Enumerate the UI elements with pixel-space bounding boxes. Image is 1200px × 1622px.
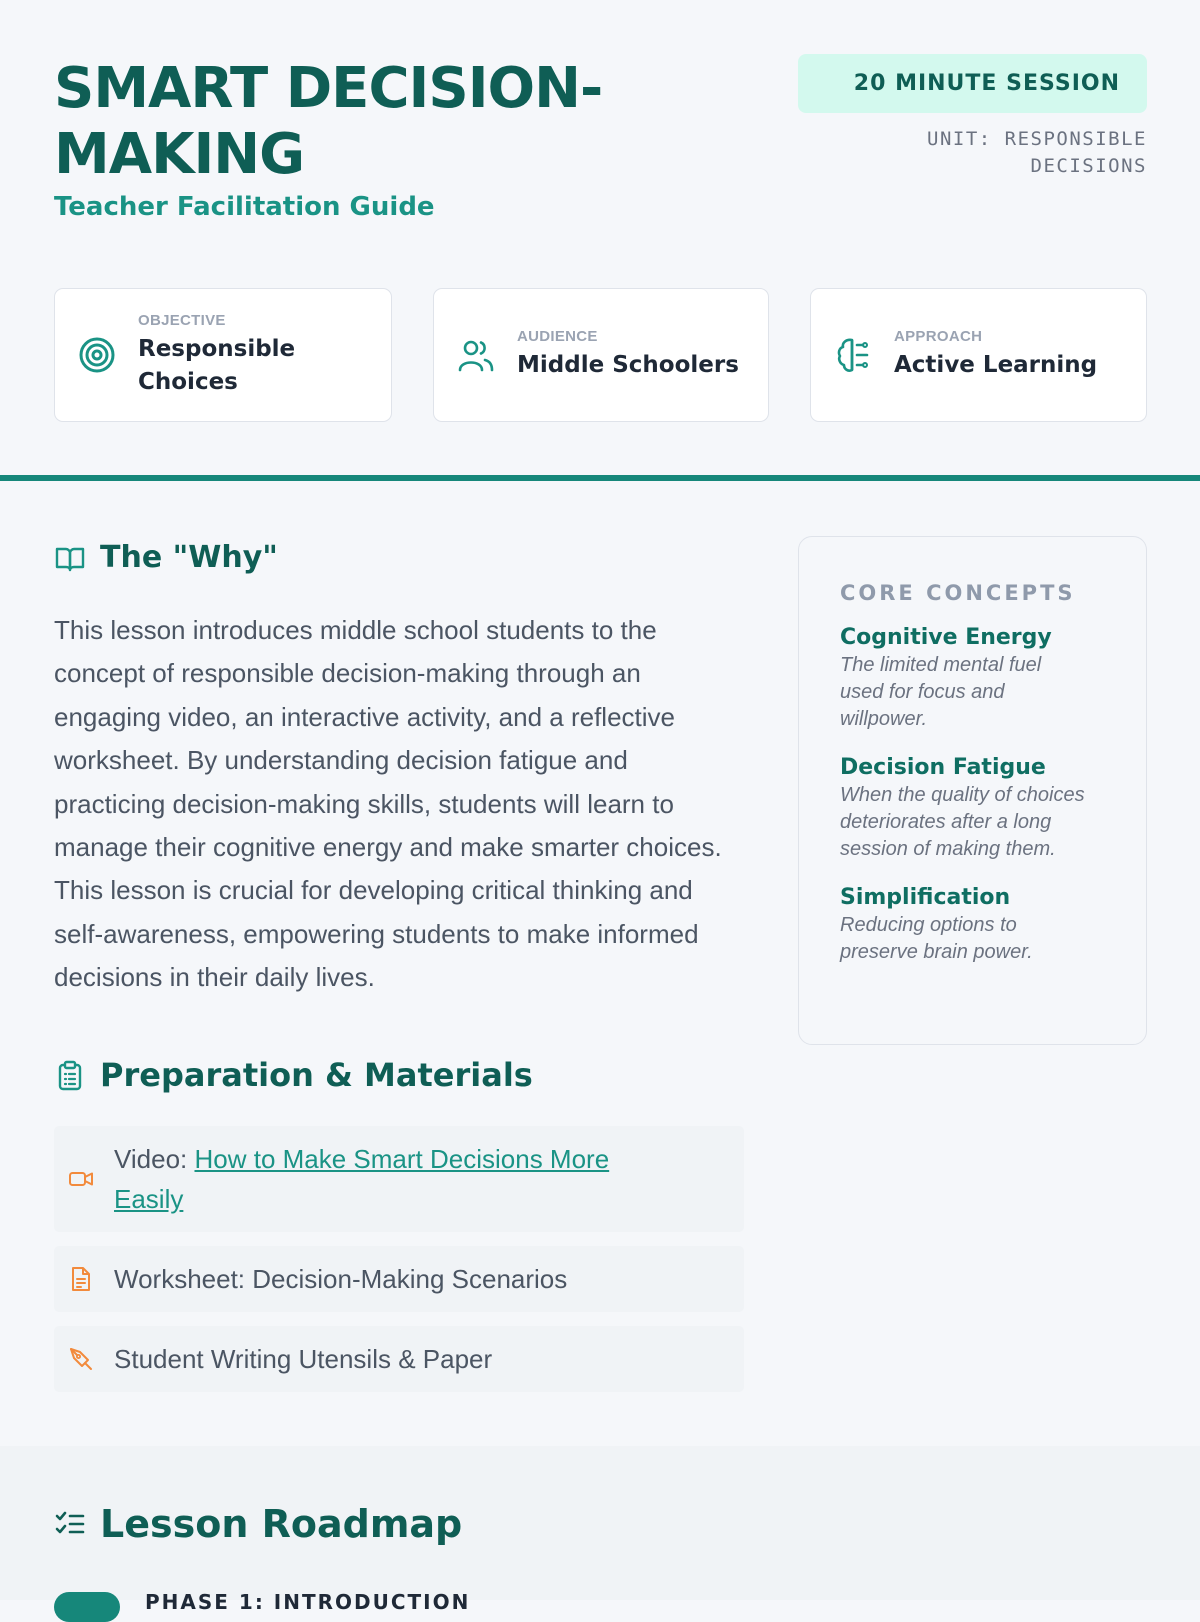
video-link[interactable]: How to Make Smart Decisions More Easily xyxy=(114,1144,610,1214)
concept-description: When the quality of choices deteriorates after a long session of making them. xyxy=(840,784,1085,860)
materials-heading-text: Preparation & Materials xyxy=(100,1056,533,1094)
header xyxy=(0,0,1200,476)
concept-item xyxy=(840,885,1116,966)
header-divider xyxy=(0,475,1200,481)
objective-card xyxy=(54,288,392,422)
material-text: Student Writing Utensils & Paper xyxy=(114,1344,493,1374)
clipboard-icon xyxy=(54,1059,86,1091)
objective-card-content xyxy=(138,312,318,399)
core-concepts-title: CORE CONCEPTS xyxy=(840,581,1076,605)
card-label: OBJECTIVE xyxy=(138,311,226,329)
book-open-icon xyxy=(54,542,86,574)
file-text-icon xyxy=(68,1266,94,1292)
roadmap-heading xyxy=(54,1502,462,1546)
core-concepts-panel xyxy=(798,536,1147,1045)
concept-description: The limited mental fuel used for focus and willpower. xyxy=(840,654,1042,730)
roadmap-heading-text: Lesson Roadmap xyxy=(100,1502,463,1546)
users-icon xyxy=(456,335,496,375)
material-text xyxy=(114,1139,674,1219)
material-text: Worksheet: Decision-Making Scenarios xyxy=(114,1264,568,1294)
material-prefix: Video: xyxy=(114,1144,195,1174)
card-value: Middle Schoolers xyxy=(517,352,739,378)
approach-card xyxy=(810,288,1147,422)
session-length-badge: 20 MINUTE SESSION xyxy=(798,54,1147,113)
card-label: AUDIENCE xyxy=(517,328,598,345)
list-checks-icon xyxy=(54,1508,86,1540)
concept-item xyxy=(840,755,1116,863)
materials-heading xyxy=(54,1056,533,1094)
page-subtitle: Teacher Facilitation Guide xyxy=(54,192,435,222)
audience-card-content xyxy=(517,328,739,382)
video-icon xyxy=(68,1166,94,1192)
concept-item xyxy=(840,625,1116,733)
phase-label: PHASE 1: INTRODUCTION xyxy=(145,1590,471,1614)
page-title: SMART DECISION-MAKING xyxy=(54,56,603,187)
unit-label: UNIT: RESPONSIBLE DECISIONS xyxy=(927,128,1147,177)
concept-name: Cognitive Energy xyxy=(840,625,1052,650)
material-item-worksheet xyxy=(54,1246,744,1312)
approach-card-content xyxy=(894,328,1097,382)
concept-name: Decision Fatigue xyxy=(840,755,1046,780)
card-label: APPROACH xyxy=(894,328,983,345)
target-icon xyxy=(77,335,117,375)
why-heading xyxy=(54,540,278,575)
card-value: Active Learning xyxy=(894,352,1098,378)
brain-icon xyxy=(833,335,873,375)
card-value: Responsible Choices xyxy=(138,335,296,395)
pen-icon xyxy=(68,1346,94,1372)
material-item-utensils xyxy=(54,1326,744,1392)
concept-name: Simplification xyxy=(840,885,1011,910)
why-heading-text: The "Why" xyxy=(100,540,278,575)
audience-card xyxy=(433,288,769,422)
phase-number-pill xyxy=(54,1592,120,1622)
why-paragraph: This lesson introduces middle school students to the concept of responsible decision-making through an engaging video, an interactive activity, and a reflective worksheet. By understanding decision fatigue and practicing decision-making skills, students will learn to manage their cognitive energy and make smarter choices. This lesson is crucial for developing critical thinking and self-awareness, empowering students to make informed decisions in their daily lives. xyxy=(54,615,722,993)
material-item-video xyxy=(54,1126,744,1232)
concept-description: Reducing options to preserve brain power. xyxy=(840,914,1033,963)
